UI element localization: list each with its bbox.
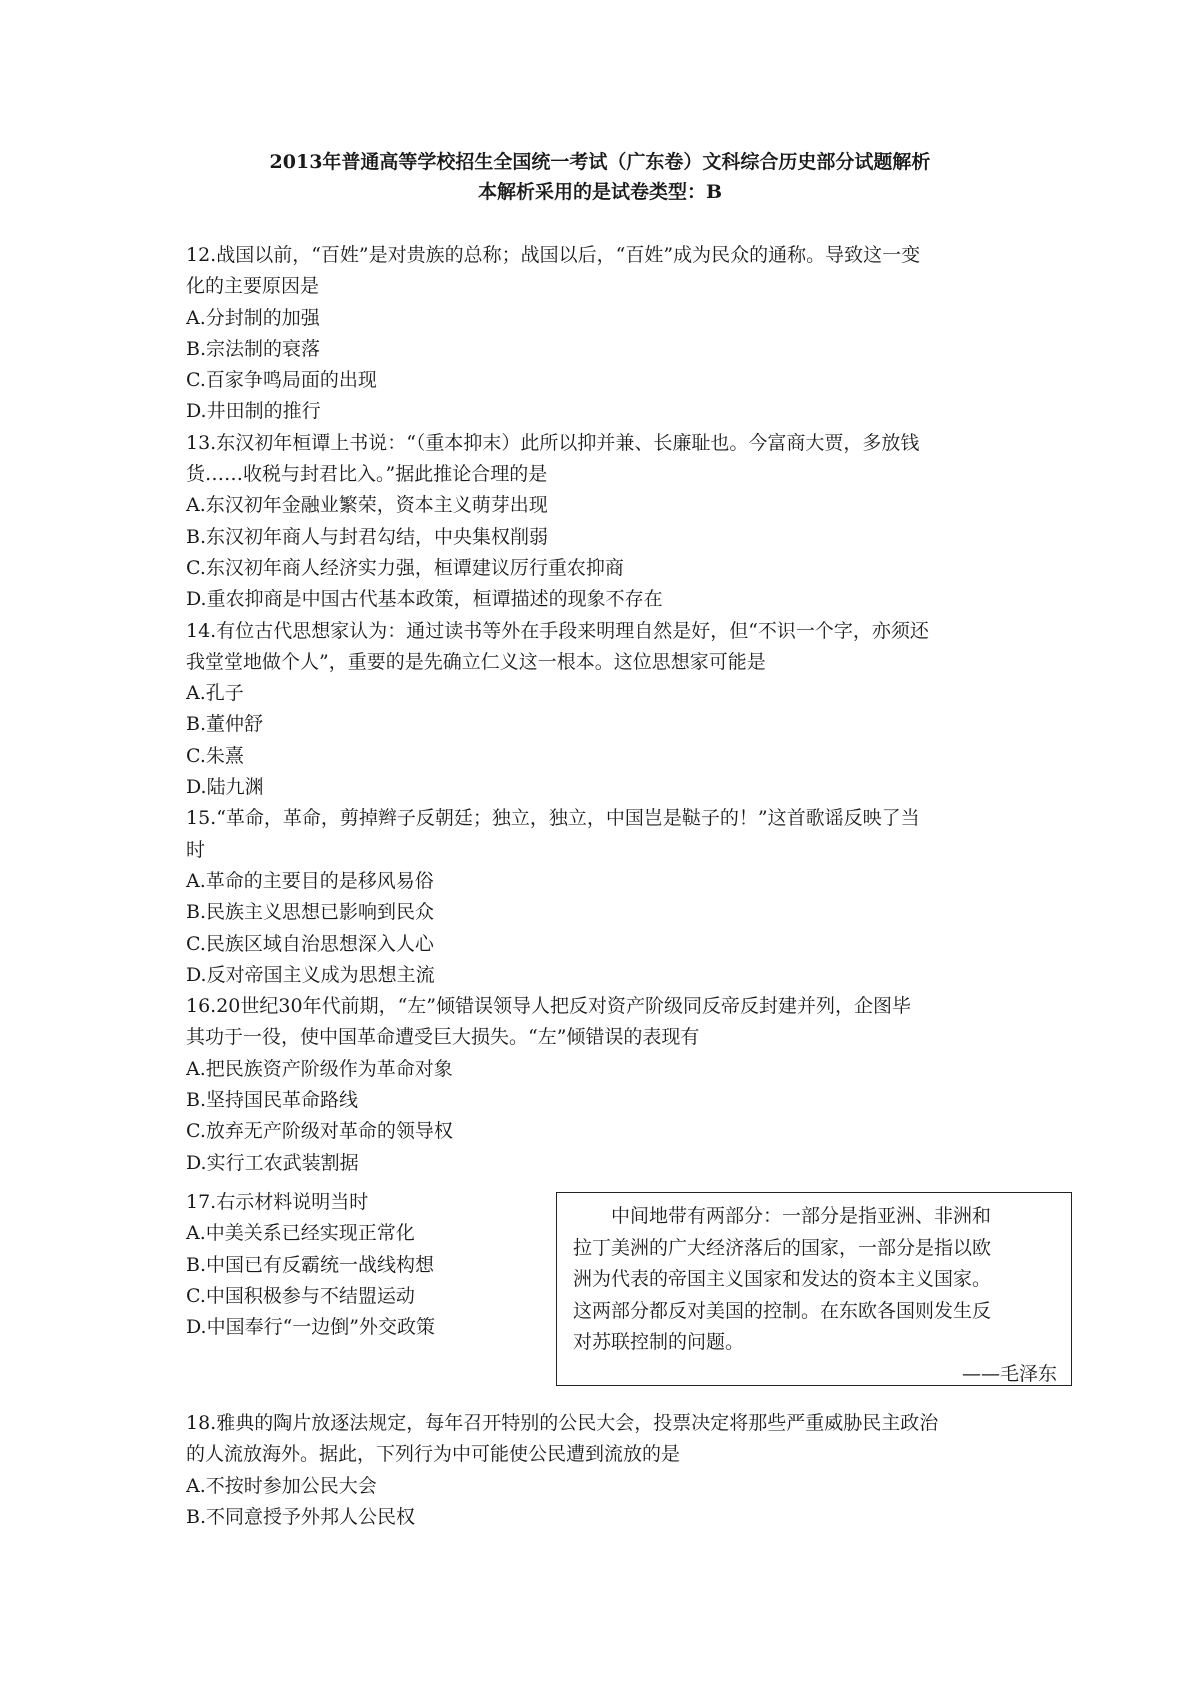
option-c: C.朱熹 [186, 744, 244, 767]
question-stem: 我堂堂地做个人”，重要的是先确立仁义这一根本。这位思想家可能是 [186, 650, 766, 673]
question-stem: 12.战国以前，“百姓”是对贵族的总称；战国以后，“百姓”成为民众的通称。导致这一变 [186, 244, 921, 266]
quote-material-box [556, 1192, 1072, 1386]
question-16 [186, 991, 1036, 1179]
option-a: A.中美关系已经实现正常化 [186, 1222, 415, 1245]
option-b: B.宗法制的衰落 [186, 337, 321, 360]
question-12 [186, 240, 1036, 428]
question-stem: 的人流放海外。据此，下列行为中可能使公民遭到流放的是 [186, 1443, 681, 1466]
option-a: A.把民族资产阶级作为革命对象 [186, 1057, 453, 1080]
question-stem: 化的主要原因是 [186, 275, 320, 298]
question-14 [186, 616, 1036, 804]
option-b: B.不同意授予外邦人公民权 [186, 1505, 416, 1528]
option-d: D.重农抑商是中国古代基本政策，桓谭描述的现象不存在 [186, 588, 663, 611]
option-c: C.放弃无产阶级对革命的领导权 [186, 1120, 453, 1143]
option-a: A.分封制的加强 [186, 306, 320, 329]
option-d: D.实行工农武装割据 [186, 1151, 359, 1174]
option-b: B.东汉初年商人与封君勾结，中央集权削弱 [186, 525, 549, 548]
quote-line: 中间地带有两部分：一部分是指亚洲、非洲和 [611, 1205, 992, 1227]
option-a: A.不按时参加公民大会 [186, 1474, 377, 1497]
question-stem: 14.有位古代思想家认为：通过读书等外在手段来明理自然是好，但“不识一个字，亦须还 [186, 619, 929, 642]
question-18 [186, 1408, 1036, 1533]
question-13 [186, 428, 1036, 616]
option-b: B.中国已有反霸统一战线构想 [186, 1253, 435, 1276]
option-a: A.孔子 [186, 682, 244, 705]
quote-line: 这两部分都反对美国的控制。在东欧各国则发生反 [573, 1299, 992, 1322]
option-b: B.董仲舒 [186, 713, 264, 736]
quote-author: ——毛泽东 [961, 1362, 1057, 1385]
document-title: 2013年普通高等学校招生全国统一考试（广东卷）文科综合历史部分试题解析 [269, 151, 931, 173]
question-stem: 17.右示材料说明当时 [186, 1191, 369, 1213]
quote-line: 洲为代表的帝国主义国家和发达的资本主义国家。 [573, 1268, 992, 1290]
option-b: B.坚持国民革命路线 [186, 1089, 359, 1112]
option-c: C.中国积极参与不结盟运动 [186, 1284, 415, 1307]
option-d: D.陆九渊 [186, 776, 264, 799]
question-17 [186, 1187, 546, 1343]
option-a: A.东汉初年金融业繁荣，资本主义萌芽出现 [186, 494, 548, 517]
option-d: D.反对帝国主义成为思想主流 [186, 963, 435, 986]
question-15 [186, 803, 1036, 991]
question-stem: 16.20世纪30年代前期，“左”倾错误领导人把反对资产阶级同反帝反封建并列，企图毕 [186, 995, 911, 1018]
question-stem: 其功于一役，使中国革命遭受巨大损失。“左”倾错误的表现有 [186, 1026, 700, 1049]
option-b: B.民族主义思想已影响到民众 [186, 901, 435, 924]
option-c: C.百家争鸣局面的出现 [186, 369, 377, 392]
question-stem: 15.“革命，革命，剪掉辫子反朝廷；独立，独立，中国岂是鞑子的！”这首歌谣反映了当 [186, 807, 920, 830]
question-list [186, 240, 1036, 1179]
option-c: C.民族区域自治思想深入人心 [186, 932, 434, 955]
option-d: D.井田制的推行 [186, 400, 321, 423]
document-subtitle: 本解析采用的是试卷类型：B [477, 181, 723, 203]
option-a: A.革命的主要目的是移风易俗 [186, 869, 434, 892]
question-stem: 货……收税与封君比入。”据此推论合理的是 [186, 463, 548, 486]
quote-line: 拉丁美洲的广大经济落后的国家，一部分是指以欧 [573, 1236, 992, 1259]
option-c: C.东汉初年商人经济实力强，桓谭建议厉行重农抑商 [186, 556, 624, 579]
option-d: D.中国奉行“一边倒”外交政策 [186, 1316, 436, 1339]
question-stem: 13.东汉初年桓谭上书说：“（重本抑末）此所以抑并兼、长廉耻也。今富商大贾，多放钱 [186, 431, 920, 454]
question-stem: 时 [186, 838, 206, 861]
question-stem: 18.雅典的陶片放逐法规定，每年召开特别的公民大会，投票决定将那些严重威胁民主政治 [186, 1412, 939, 1434]
quote-line: 对苏联控制的问题。 [573, 1331, 745, 1353]
